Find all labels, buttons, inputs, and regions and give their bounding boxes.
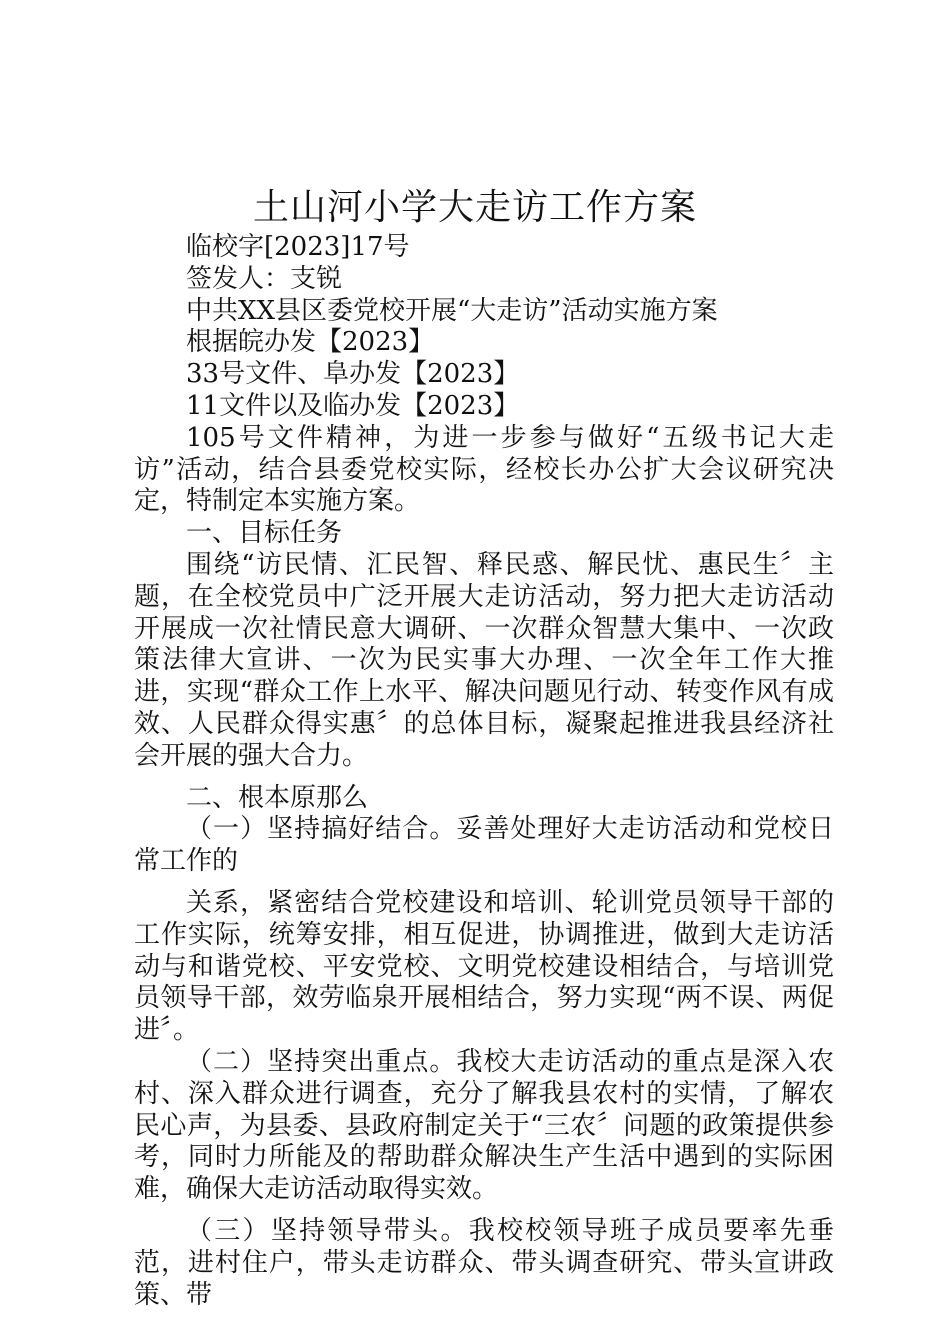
paragraph: 根据皖办发【2023】 <box>186 327 435 358</box>
paragraph: 围绕“访民情、汇民智、释民惑、解民忧、惠民生〞主题，在全校党员中广泛开展大走访活动，努力把大走访活动开展成一次社情民意大调研、一次群众智慧大集中、一次政策法律大宣讲、一次为民实事大办理、一次全年工作大推进，实现“群众工作上水平、解决问题见行动、转变作风有成效、人民群众得实惠〞的总体目标，凝聚起推进我县经济社会开展的强大合力。 <box>134 549 834 771</box>
document-body <box>134 232 834 1311</box>
paragraph: 关系，紧密结合党校建设和培训、轮训党员领导干部的工作实际，统筹安排，相互促进，协调推进，做到大走访活动与和谐党校、平安党校、文明党校建设相结合，与培训党员领导干部，效劳临泉开展相结合，努力实现“两不误、两促进〞。 <box>134 887 834 1046</box>
document-title: 土山河小学大走访工作方案 <box>252 187 697 228</box>
section-heading: 一、目标任务 <box>186 518 343 549</box>
paragraph: 105号文件精神，为进一步参与做好“五级书记大走访”活动，结合县委党校实际，经校长办公扩大会议研究决定，特制定本实施方案。 <box>134 422 834 517</box>
plan-heading: 中共XX县区委党校开展“大走访”活动实施方案 <box>186 295 718 326</box>
paragraph: 33号文件、阜办发【2023】 <box>186 359 520 390</box>
doc-number: 临校字[2023]17号 <box>186 232 410 262</box>
paragraph: （三）坚持领导带头。我校校领导班子成员要率先垂范，进村住户，带头走访群众、带头调查研究、带头宣讲政策、带 <box>134 1215 834 1310</box>
section-heading: 二、根本原那么 <box>186 782 369 813</box>
paragraph: （二）坚持突出重点。我校大走访活动的重点是深入农村、深入群众进行调查，充分了解我县农村的实情，了解农民心声，为县委、县政府制定关于“三农〞问题的政策提供参考，同时力所能及的帮助群众解决生产生活中遇到的实际困难，确保大走访活动取得实效。 <box>134 1046 834 1205</box>
paragraph: 11文件以及临办发【2023】 <box>186 390 520 421</box>
signer-line: 签发人：支锐 <box>186 263 343 294</box>
paragraph: （一）坚持搞好结合。妥善处理好大走访活动和党校日常工作的 <box>134 814 834 877</box>
